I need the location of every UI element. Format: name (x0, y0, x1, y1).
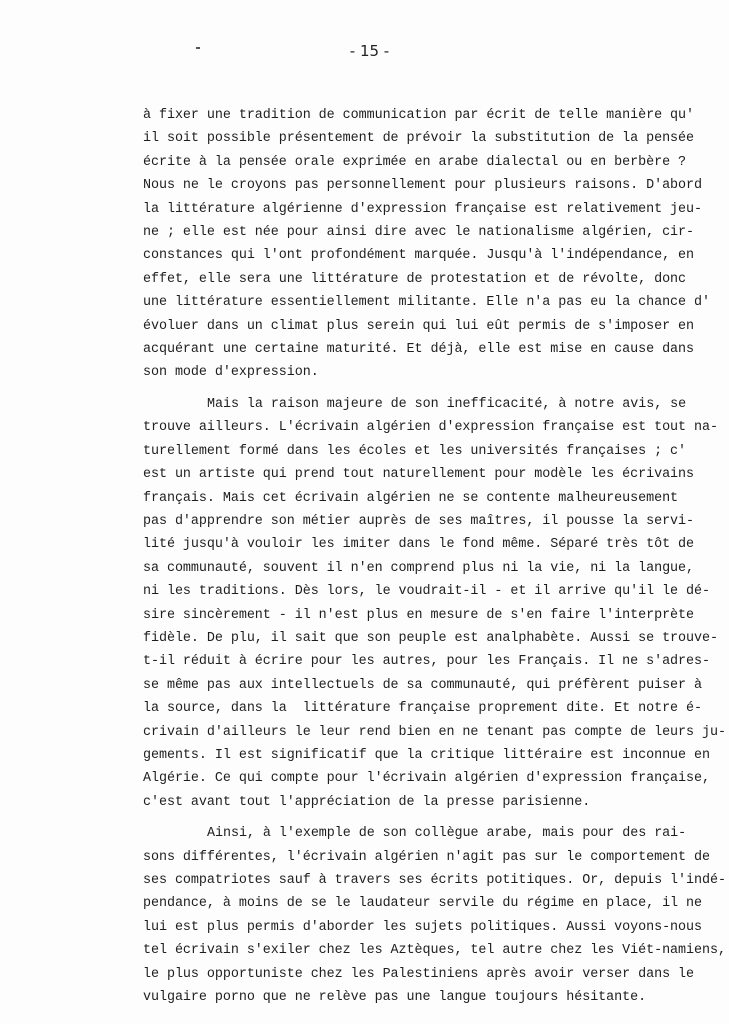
text-line: trouve ailleurs. L'écrivain algérien d'expression française est tout na- (143, 420, 718, 436)
text-line: c'est avant tout l'appréciation de la presse parisienne. (143, 794, 591, 810)
text-line: ne ; elle est née pour ainsi dire avec le nationalisme algérien, cir- (143, 225, 695, 241)
text-line: sire sincèrement - il n'est plus en mesure de s'en faire l'interprète (143, 607, 695, 623)
text-line: la source, dans la littérature française proprement dite. Et notre é- (143, 701, 702, 717)
text-line: lité jusqu'à vouloir les imiter dans le fond même. Séparé très tôt de (143, 537, 695, 553)
text-line: fidèle. De plu, il sait que son peuple est analphabète. Aussi se trouve- (143, 630, 718, 646)
text-line: Ainsi, à l'exemple de son collègue arabe, mais pour des rai- (207, 826, 687, 842)
text-line: une littérature essentiellement militante. Elle n'a pas eu la chance d' (143, 295, 710, 311)
paragraph-3 (143, 822, 726, 1009)
text-line: effet, elle sera une littérature de protestation et de révolte, donc (143, 271, 687, 287)
paragraph-2 (143, 393, 726, 814)
text-line: tel écrivain s'exiler chez les Aztèques, tel autre chez les Viét-namiens, (143, 943, 726, 959)
text-line: vulgaire porno que ne relève pas une langue toujours hésitante. (143, 990, 647, 1006)
text-line: sa communauté, souvent il n'en comprend plus ni la vie, ni la langue, (143, 560, 695, 576)
text-line: à fixer une tradition de communication par écrit de telle manière qu' (143, 108, 695, 123)
text-line: lui est plus permis d'aborder les sujets politiques. Aussi voyons-nous (143, 919, 702, 935)
text-line: se même pas aux intellectuels de sa communauté, qui préfèrent puiser à (143, 677, 702, 693)
text-line: Mais la raison majeure de son inefficacité, à notre avis, se (207, 396, 687, 412)
text-line: constances qui l'ont profondément marquée. Jusqu'à l'indépendance, en (143, 248, 695, 264)
text-line: écrite à la pensée orale exprimée en arabe dialectal ou en berbère ? (143, 154, 687, 170)
text-line: il soit possible présentement de prévoir la substitution de la pensée (143, 131, 695, 147)
text-line: est un artiste qui prend tout naturellement pour modèle les écrivains (143, 467, 695, 483)
text-line: turellement formé dans les écoles et les universités françaises ; c' (143, 443, 687, 459)
text-line: sons différentes, l'écrivain algérien n'agit pas sur le comportement de (143, 849, 710, 865)
text-line: Nous ne le croyons pas personnellement pour plusieurs raisons. D'abord (143, 178, 702, 194)
text-line: crivain d'ailleurs le leur rend bien en ne tenant pas compte de leurs ju- (143, 724, 726, 740)
text-line: gements. Il est significatif que la critique littéraire est inconnue en (143, 747, 710, 763)
text-line: pendance, à moins de se le laudateur servile du régime en place, il ne (143, 896, 702, 912)
text-line: le plus opportuniste chez les Palestiniens après avoir verser dans le (143, 966, 695, 982)
text-line: pas d'apprendre son métier auprès de ses maîtres, il pousse la servi- (143, 513, 695, 529)
text-line: son mode d'expression. (143, 365, 319, 381)
text-line: évoluer dans un climat plus serein qui lui eût permis de s'imposer en (143, 318, 695, 334)
paragraph-1 (143, 104, 710, 385)
text-line: Algérie. Ce qui compte pour l'écrivain algérien d'expression française, (143, 771, 710, 787)
text-line: la littérature algérienne d'expression française est relativement jeu- (143, 201, 702, 217)
text-line: français. Mais cet écrivain algérien ne se contente malheureusement (143, 490, 679, 506)
page-number: - 15 - (349, 42, 390, 60)
text-line: t-il réduit à écrire pour les autres, pour les Français. Il ne s'adres- (143, 654, 710, 670)
text-line: acquérant une certaine maturité. Et déjà, elle est mise en cause dans (143, 342, 695, 358)
text-line: ses compatriotes sauf à travers ses écrits potitiques. Or, depuis l'indé- (143, 873, 726, 888)
text-line: ni les traditions. Dès lors, le voudrait-il - et il arrive qu'il le dé- (143, 584, 710, 600)
body-text (143, 104, 726, 1009)
